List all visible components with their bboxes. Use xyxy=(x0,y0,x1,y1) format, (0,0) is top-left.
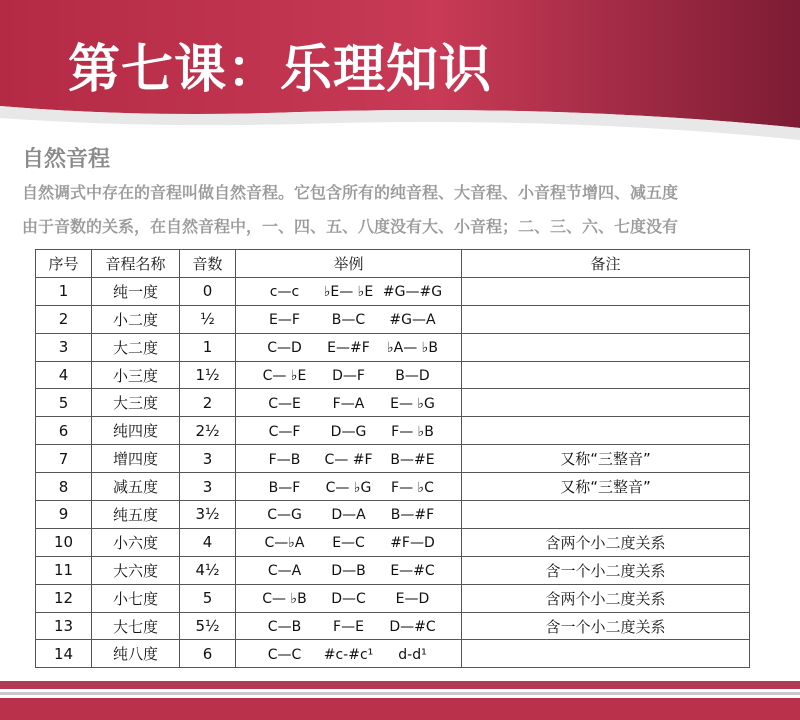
description-line: 自然调式中存在的音程叫做自然音程。它包含所有的纯音程、大音程、小音程节增四、减五度 xyxy=(22,183,679,202)
interval-example: D—G xyxy=(330,423,367,440)
interval-example: c—c xyxy=(269,284,300,301)
section-heading: 自然音程 xyxy=(22,147,111,172)
table-row xyxy=(36,277,750,305)
interval-examples xyxy=(236,584,462,612)
table-row xyxy=(36,584,750,612)
interval-name: 小三度 xyxy=(92,361,180,389)
tone-count: 5½ xyxy=(180,612,236,640)
interval-examples xyxy=(236,417,462,445)
interval-example: D—#C xyxy=(389,619,436,636)
table-row xyxy=(36,501,750,529)
interval-example: #F—D xyxy=(390,535,435,552)
interval-name: 小七度 xyxy=(92,584,180,612)
row-number: 9 xyxy=(36,501,92,529)
interval-example: C—D xyxy=(267,340,302,357)
interval-examples xyxy=(236,445,462,473)
interval-note: 又称“三整音” xyxy=(462,445,750,473)
interval-examples xyxy=(236,612,462,640)
interval-example: C—F xyxy=(268,423,301,440)
footer-band xyxy=(0,698,800,720)
interval-example: E— ♭G xyxy=(390,395,435,412)
interval-example: F—B xyxy=(268,451,301,468)
interval-name: 纯八度 xyxy=(92,640,180,668)
page-title: 第七课：乐理知识 xyxy=(68,40,493,100)
interval-example: C— ♭B xyxy=(262,591,307,608)
interval-note: 又称“三整音” xyxy=(462,473,750,501)
tone-count: 2½ xyxy=(180,417,236,445)
interval-example: C— ♭E xyxy=(262,368,307,384)
interval-examples xyxy=(236,556,462,584)
interval-example: B—F xyxy=(268,479,301,496)
description-line: 由于音数的关系，在自然音程中，一、四、五、八度没有大、小音程；二、三、六、七度没有 xyxy=(22,217,679,236)
table-row xyxy=(36,417,750,445)
header-note: 备注 xyxy=(462,250,750,278)
interval-example: B—#F xyxy=(390,507,435,524)
interval-name: 大三度 xyxy=(92,389,180,417)
row-number: 6 xyxy=(36,417,92,445)
tone-count: 1½ xyxy=(180,361,236,389)
interval-example: C— #F xyxy=(324,451,373,468)
interval-example: D—A xyxy=(331,507,366,524)
row-number: 4 xyxy=(36,361,92,389)
interval-name: 大六度 xyxy=(92,556,180,584)
row-number: 7 xyxy=(36,445,92,473)
row-number: 11 xyxy=(36,556,92,584)
tone-count: 4½ xyxy=(180,556,236,584)
interval-note xyxy=(462,277,750,305)
interval-example: C—B xyxy=(267,619,302,636)
interval-note xyxy=(462,389,750,417)
interval-note xyxy=(462,305,750,333)
interval-example: B—#E xyxy=(390,451,435,468)
interval-example: E—C xyxy=(332,535,365,552)
interval-name: 大二度 xyxy=(92,333,180,361)
interval-note: 含一个小二度关系 xyxy=(462,612,750,640)
interval-name: 纯一度 xyxy=(92,277,180,305)
interval-examples xyxy=(236,501,462,529)
footer-stripe xyxy=(0,681,800,689)
interval-example: #c-#c¹ xyxy=(323,646,374,663)
interval-note xyxy=(462,417,750,445)
interval-example: F— ♭B xyxy=(391,423,434,440)
interval-note: 含两个小二度关系 xyxy=(462,528,750,556)
header-example: 举例 xyxy=(236,250,462,278)
table-row xyxy=(36,528,750,556)
interval-example: D—F xyxy=(332,368,365,384)
interval-note: 含两个小二度关系 xyxy=(462,584,750,612)
table-row xyxy=(36,473,750,501)
row-number: 3 xyxy=(36,333,92,361)
tone-count: 5 xyxy=(180,584,236,612)
interval-note xyxy=(462,640,750,668)
interval-note xyxy=(462,333,750,361)
interval-example: ♭E— ♭E xyxy=(323,284,374,301)
interval-name: 小二度 xyxy=(92,305,180,333)
tone-count: 1 xyxy=(180,333,236,361)
interval-example: C—E xyxy=(268,395,301,412)
interval-examples xyxy=(236,361,462,389)
header-number: 序号 xyxy=(36,250,92,278)
interval-example: D—B xyxy=(331,563,366,580)
table-row xyxy=(36,361,750,389)
interval-example: C—G xyxy=(267,507,302,524)
row-number: 10 xyxy=(36,528,92,556)
row-number: 13 xyxy=(36,612,92,640)
tone-count: 3 xyxy=(180,445,236,473)
interval-example: B—D xyxy=(395,368,430,384)
interval-note: 含一个小二度关系 xyxy=(462,556,750,584)
header-tone-count: 音数 xyxy=(180,250,236,278)
tone-count: 2 xyxy=(180,389,236,417)
interval-examples xyxy=(236,333,462,361)
tone-count: 3½ xyxy=(180,501,236,529)
row-number: 12 xyxy=(36,584,92,612)
interval-examples xyxy=(236,473,462,501)
interval-name: 减五度 xyxy=(92,473,180,501)
interval-name: 小六度 xyxy=(92,528,180,556)
tone-count: 3 xyxy=(180,473,236,501)
footer-divider xyxy=(0,692,800,695)
table-row xyxy=(36,640,750,668)
interval-note xyxy=(462,501,750,529)
header-interval-name: 音程名称 xyxy=(92,250,180,278)
interval-table xyxy=(35,249,750,668)
interval-example: F— ♭C xyxy=(391,479,434,496)
row-number: 14 xyxy=(36,640,92,668)
interval-example: D—C xyxy=(331,591,366,608)
interval-examples xyxy=(236,528,462,556)
interval-example: F—E xyxy=(333,619,364,636)
tone-count: 0 xyxy=(180,277,236,305)
interval-name: 大七度 xyxy=(92,612,180,640)
interval-example: B—C xyxy=(331,312,366,329)
tone-count: ½ xyxy=(180,305,236,333)
interval-examples xyxy=(236,305,462,333)
interval-examples xyxy=(236,389,462,417)
interval-name: 纯五度 xyxy=(92,501,180,529)
interval-example: #G—A xyxy=(389,312,436,329)
table-row xyxy=(36,445,750,473)
interval-name: 纯四度 xyxy=(92,417,180,445)
interval-example: E—D xyxy=(395,591,430,608)
table-header-row xyxy=(36,250,750,278)
row-number: 8 xyxy=(36,473,92,501)
interval-example: E—#F xyxy=(327,340,370,357)
tone-count: 6 xyxy=(180,640,236,668)
table-row xyxy=(36,612,750,640)
interval-example: C—A xyxy=(267,563,302,580)
table-row xyxy=(36,305,750,333)
table-row xyxy=(36,389,750,417)
interval-name: 增四度 xyxy=(92,445,180,473)
interval-example: C— ♭G xyxy=(325,479,372,496)
interval-example: C—C xyxy=(267,646,302,663)
interval-note xyxy=(462,361,750,389)
interval-example: ♭A— ♭B xyxy=(387,340,438,357)
interval-examples xyxy=(236,640,462,668)
interval-example: E—#C xyxy=(390,563,435,580)
interval-example: F—A xyxy=(332,395,365,412)
interval-example: #G—#G xyxy=(382,284,443,301)
table-row xyxy=(36,333,750,361)
tone-count: 4 xyxy=(180,528,236,556)
interval-examples xyxy=(236,277,462,305)
row-number: 1 xyxy=(36,277,92,305)
table-row xyxy=(36,556,750,584)
interval-example: E—F xyxy=(269,312,300,329)
row-number: 5 xyxy=(36,389,92,417)
interval-example: C—♭A xyxy=(264,535,305,552)
interval-example: d-d¹ xyxy=(398,646,427,663)
row-number: 2 xyxy=(36,305,92,333)
